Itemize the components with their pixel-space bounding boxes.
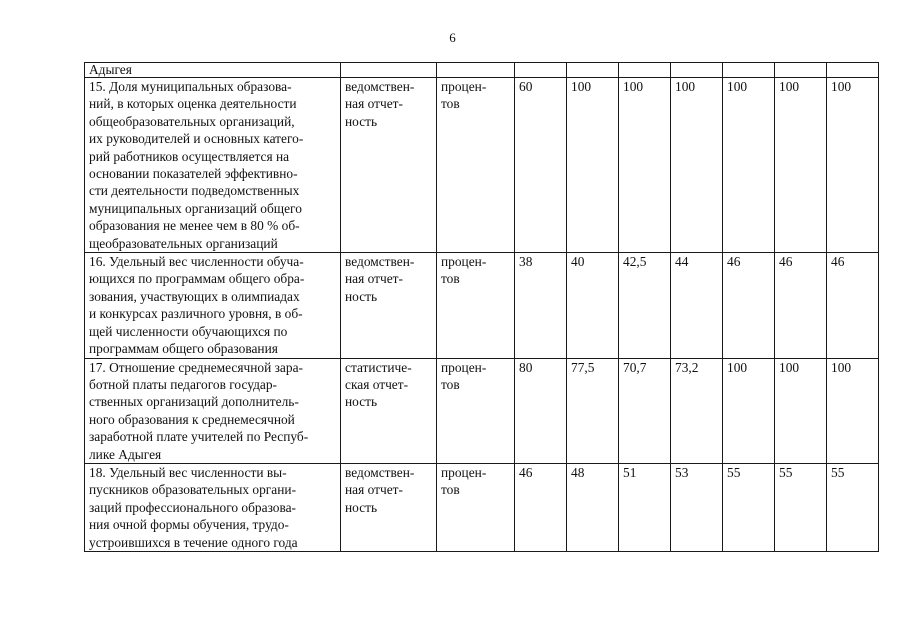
unit-cell-line: процен-	[441, 359, 487, 375]
indicator-cell	[85, 463, 341, 551]
unit-cell	[437, 78, 515, 253]
indicator-cell-line: лике Адыгея	[89, 446, 162, 462]
value-cell: 46	[775, 253, 827, 358]
value-cell: 48	[567, 463, 619, 551]
indicator-cell-line: щей численности обучающихся по	[89, 323, 288, 339]
value-cell: 46	[515, 463, 567, 551]
source-cell-line: ная отчет-	[345, 271, 403, 287]
indicator-cell-line: щеобразовательных организаций	[89, 235, 278, 251]
indicator-cell-line: зования, участвующих в олимпиадах	[89, 288, 300, 304]
value-cell: 60	[515, 78, 567, 253]
value-cell: 55	[827, 463, 879, 551]
unit-cell-line: процен-	[441, 79, 487, 94]
indicator-cell	[85, 253, 341, 358]
value-cell: 80	[515, 358, 567, 463]
indicator-cell-line: ственных организаций дополнитель-	[89, 394, 299, 410]
indicator-cell-line: сти деятельности подведомственных	[89, 183, 300, 199]
indicator-cell-line: 16. Удельный вес численности обуча-	[89, 254, 304, 270]
source-cell-line: ведомствен-	[345, 79, 415, 94]
indicator-cell-line: пускников образовательных органи-	[89, 482, 297, 498]
value-cell: 100	[827, 78, 879, 253]
continuation-row	[85, 63, 879, 78]
source-cell-line: ская отчет-	[345, 376, 409, 392]
value-cell: 51	[619, 463, 671, 551]
indicator-cell-line: и конкурсах различного уровня, в об-	[89, 306, 303, 322]
indicator-cell-line: основании показателей эффективно-	[89, 166, 298, 182]
table-row	[85, 78, 879, 253]
indicator-cell-line: ботной платы педагогов государ-	[89, 376, 277, 392]
source-cell-line: ведомствен-	[345, 254, 415, 270]
indicator-cell-line: ющихся по программам общего обра-	[89, 271, 305, 287]
indicator-cell-line: 17. Отношение среднемесячной зара-	[89, 359, 303, 375]
value-cell: 42,5	[619, 253, 671, 358]
value-cell: 100	[567, 78, 619, 253]
source-cell-line: ная отчет-	[345, 482, 403, 498]
indicator-cell-line: устроившихся в течение одного года	[89, 534, 298, 550]
table-row	[85, 463, 879, 551]
value-cell: 53	[671, 463, 723, 551]
value-cell: 70,7	[619, 358, 671, 463]
source-cell	[341, 463, 437, 551]
indicator-cell-line: образования не менее чем в 80 % об-	[89, 218, 300, 234]
source-cell	[341, 358, 437, 463]
value-cell: 100	[723, 78, 775, 253]
indicator-cell-line: ний, в которых оценка деятельности	[89, 96, 297, 112]
source-cell	[341, 78, 437, 253]
value-cell: 77,5	[567, 358, 619, 463]
source-cell-line: ность	[345, 113, 378, 129]
table-row	[85, 358, 879, 463]
indicators-table	[84, 62, 879, 552]
indicator-cell-line: ния очной формы обучения, трудо-	[89, 517, 289, 533]
source-cell-line: статистиче-	[345, 359, 412, 375]
table-row	[85, 253, 879, 358]
source-cell-line: ность	[345, 499, 378, 515]
value-cell: 100	[775, 78, 827, 253]
indicator-cell	[85, 78, 341, 253]
value-cell: 73,2	[671, 358, 723, 463]
indicator-cell-line: заций профессионального образова-	[89, 499, 297, 515]
value-cell: 44	[671, 253, 723, 358]
value-cell: 100	[723, 358, 775, 463]
indicator-cell-line: муниципальных организаций общего	[89, 200, 302, 216]
indicator-cell-line: рий работников осуществляется на	[89, 148, 290, 164]
source-cell-line: ная отчет-	[345, 96, 403, 112]
indicator-cell-line: заработной плате учителей по Респуб-	[89, 429, 309, 445]
unit-cell-line: тов	[441, 376, 460, 392]
indicator-cell-line: ного образования к среднемесячной	[89, 411, 295, 427]
value-cell: 100	[619, 78, 671, 253]
source-cell-line: ность	[345, 394, 378, 410]
indicator-cell-line: 15. Доля муниципальных образова-	[89, 79, 292, 94]
unit-cell-line: тов	[441, 271, 460, 287]
unit-cell-line: процен-	[441, 254, 487, 270]
value-cell: 55	[775, 463, 827, 551]
value-cell: 100	[775, 358, 827, 463]
source-cell	[341, 253, 437, 358]
value-cell: 100	[827, 358, 879, 463]
value-cell: 40	[567, 253, 619, 358]
value-cell: 46	[723, 253, 775, 358]
value-cell: 100	[671, 78, 723, 253]
unit-cell-line: тов	[441, 96, 460, 112]
unit-cell-line: процен-	[441, 464, 487, 480]
indicator-cell-line: их руководителей и основных катего-	[89, 131, 304, 147]
source-cell-line: ность	[345, 288, 378, 304]
indicator-cell-line: программам общего образования	[89, 341, 278, 357]
indicator-cell-line: общеобразовательных организаций,	[89, 113, 295, 129]
value-cell: 46	[827, 253, 879, 358]
unit-cell	[437, 358, 515, 463]
source-cell-line: ведомствен-	[345, 464, 415, 480]
indicator-cell	[85, 358, 341, 463]
value-cell: 38	[515, 253, 567, 358]
indicator-cell-line: 18. Удельный вес численности вы-	[89, 464, 287, 480]
continuation-cell: Адыгея	[85, 63, 341, 78]
unit-cell-line: тов	[441, 482, 460, 498]
page-number: 6	[449, 30, 456, 45]
unit-cell	[437, 253, 515, 358]
unit-cell	[437, 463, 515, 551]
value-cell: 55	[723, 463, 775, 551]
